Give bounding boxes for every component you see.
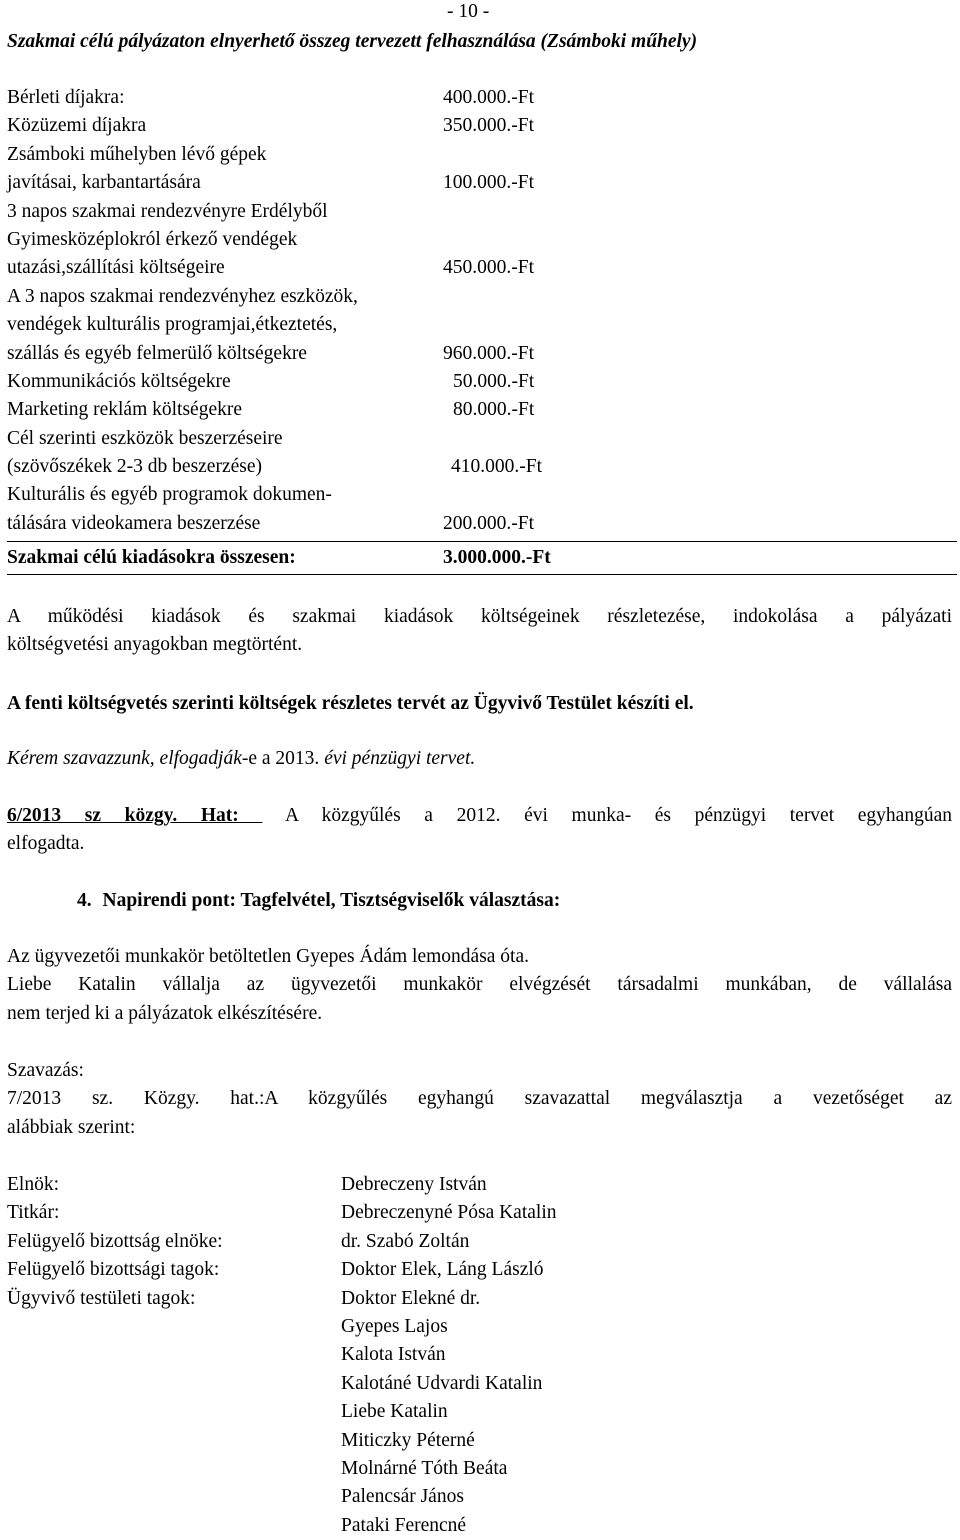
details-line: költségvetési anyagokban megtörtént. — [7, 634, 303, 656]
budget-row — [7, 368, 957, 396]
budget-item-amount: 50.000.-Ft — [453, 370, 535, 392]
resolution-7-line: alábbiak szerint: — [7, 1116, 136, 1138]
liebe-line: Liebe Katalin vállalja az ügyvezetői munkakör elvégzését társadalmi munkában, de vállalása — [7, 974, 952, 996]
officer-name: Liebe Katalin — [341, 1401, 448, 1423]
budget-row — [7, 112, 957, 140]
budget-item-label: Bérleti díjakra: — [7, 87, 125, 108]
resolution-7-line: 7/2013 sz. Közgy. hat.:A közgyűlés egyhangú szavazattal megválasztja a vezetőséget az — [7, 1088, 952, 1110]
budget-total-label: Szakmai célú kiadásokra összesen: — [7, 547, 296, 569]
budget-item-label: Kommunikációs költségekre — [7, 370, 231, 392]
officers-intro — [7, 943, 952, 1028]
budget-item-amount: 200.000.-Ft — [443, 512, 535, 534]
budget-item-label: Marketing reklám költségekre — [7, 399, 242, 421]
officer-names — [341, 1171, 557, 1540]
vote-label: Szavazás: — [7, 1060, 84, 1081]
officer-name: Kalota István — [341, 1344, 446, 1366]
budget-item-amount: 80.000.-Ft — [453, 399, 535, 421]
request-paragraph — [7, 745, 952, 773]
budget-item-amount: 350.000.-Ft — [443, 115, 535, 137]
budget-item-label: vendégek kulturális programjai,étkeztetés, — [7, 314, 338, 336]
request-text: évi pénzügyi tervet — [324, 748, 471, 769]
resolution-6-paragraph — [7, 802, 952, 859]
details-line: A működési kiadások és szakmai kiadások költségeinek részletezése, indokolása a pályázati — [7, 606, 952, 627]
budget-row — [7, 425, 957, 482]
budget-row — [7, 141, 957, 198]
budget-item-amount: 450.000.-Ft — [443, 257, 535, 279]
budget-item-label: Közüzemi díjakra — [7, 115, 147, 137]
budget-item-label: Cél szerinti eszközök beszerzéseire — [7, 427, 283, 449]
budget-item-label: javításai, karbantartására — [7, 172, 201, 194]
officer-name: Debreczeny István — [341, 1174, 487, 1195]
officer-name: Kalotáné Udvardi Katalin — [341, 1372, 543, 1394]
page-number: - 10 - — [447, 1, 490, 22]
budget-item-label: Gyimesközéplokról érkező vendégek — [7, 228, 298, 250]
budget-item-label: tálására videokamera beszerzése — [7, 512, 261, 534]
vacancy-text: Az ügyvezetői munkakör betöltetlen Gyepes Ádám lemondása óta. — [7, 946, 530, 967]
officer-name: Pataki Ferencné — [341, 1514, 467, 1536]
officer-role: Ügyvivő testületi tagok: — [7, 1287, 196, 1309]
agenda-heading — [77, 887, 560, 915]
officer-role: Felügyelő bizottsági tagok: — [7, 1259, 220, 1281]
budget-rows — [7, 84, 957, 538]
request-text: . — [470, 748, 476, 769]
budget-table — [7, 84, 957, 575]
resolution-6-line: elfogadta. — [7, 833, 85, 855]
officer-role: Titkár: — [7, 1202, 60, 1224]
budget-item-amount: 100.000.-Ft — [443, 172, 535, 194]
officer-role: Elnök: — [7, 1174, 59, 1195]
budget-item-amount: 410.000.-Ft — [451, 456, 543, 478]
budget-total-row — [7, 541, 957, 575]
budget-item-label: A 3 napos szakmai rendezvényhez eszközök, — [7, 285, 358, 307]
resolution-6-line — [7, 802, 952, 830]
budget-item-amount: 960.000.-Ft — [443, 342, 535, 364]
request-text: Kérem szavazzunk, elfogadják — [7, 748, 242, 769]
budget-item-label: 3 napos szakmai rendezvényre Erdélyből — [7, 200, 328, 222]
section-title: Szakmai célú pályázaton elnyerhető összeg tervezett felhasználása (Zsámboki műhely) — [7, 31, 698, 52]
resolution-6-label: 6/2013 sz közgy. Hat: — [7, 805, 263, 826]
details-paragraph — [7, 603, 952, 660]
officer-name: Gyepes Lajos — [341, 1315, 448, 1337]
budget-item-label: Kulturális és egyéb programok dokumen- — [7, 484, 332, 506]
officer-name: Doktor Elek, Láng László — [341, 1259, 544, 1281]
board-plan-paragraph: A fenti költségvetés szerinti költségek részletes tervét az Ügyvivő Testület készíti el. — [7, 693, 694, 714]
liebe-line: nem terjed ki a pályázatok elkészítésére. — [7, 1002, 323, 1024]
officer-name: Debreczenyné Pósa Katalin — [341, 1202, 557, 1224]
budget-total-value: 3.000.000.-Ft — [443, 547, 551, 569]
budget-row — [7, 198, 957, 283]
resolution-6-text: A közgyűlés a 2012. évi munka- és pénzügyi tervet egyhangúan — [284, 805, 952, 826]
budget-item-label: utazási,szállítási költségeire — [7, 257, 225, 279]
officer-role: Felügyelő bizottság elnöke: — [7, 1230, 223, 1252]
agenda-title: Napirendi pont: Tagfelvétel, Tisztségviselők választása: — [102, 890, 561, 911]
budget-item-label: szállás és egyéb felmerülő költségekre — [7, 342, 307, 364]
budget-item-label: Zsámboki műhelyben lévő gépek — [7, 143, 267, 165]
budget-item-label: (szövőszékek 2-3 db beszerzése) — [7, 456, 263, 478]
officer-name: Miticzky Péterné — [341, 1429, 475, 1451]
officer-name: dr. Szabó Zoltán — [341, 1230, 470, 1252]
budget-row — [7, 84, 957, 112]
request-text: -e a 2013. — [241, 748, 325, 769]
budget-item-amount: 400.000.-Ft — [443, 86, 535, 108]
officer-roles — [7, 1171, 223, 1313]
vote-section — [7, 1057, 952, 1142]
budget-row — [7, 396, 957, 424]
officer-name: Palencsár János — [341, 1486, 464, 1508]
agenda-number: 4. — [77, 890, 92, 911]
budget-row — [7, 481, 957, 538]
officer-name: Doktor Elekné dr. — [341, 1287, 481, 1309]
budget-row — [7, 283, 957, 368]
officer-name: Molnárné Tóth Beáta — [341, 1457, 508, 1479]
